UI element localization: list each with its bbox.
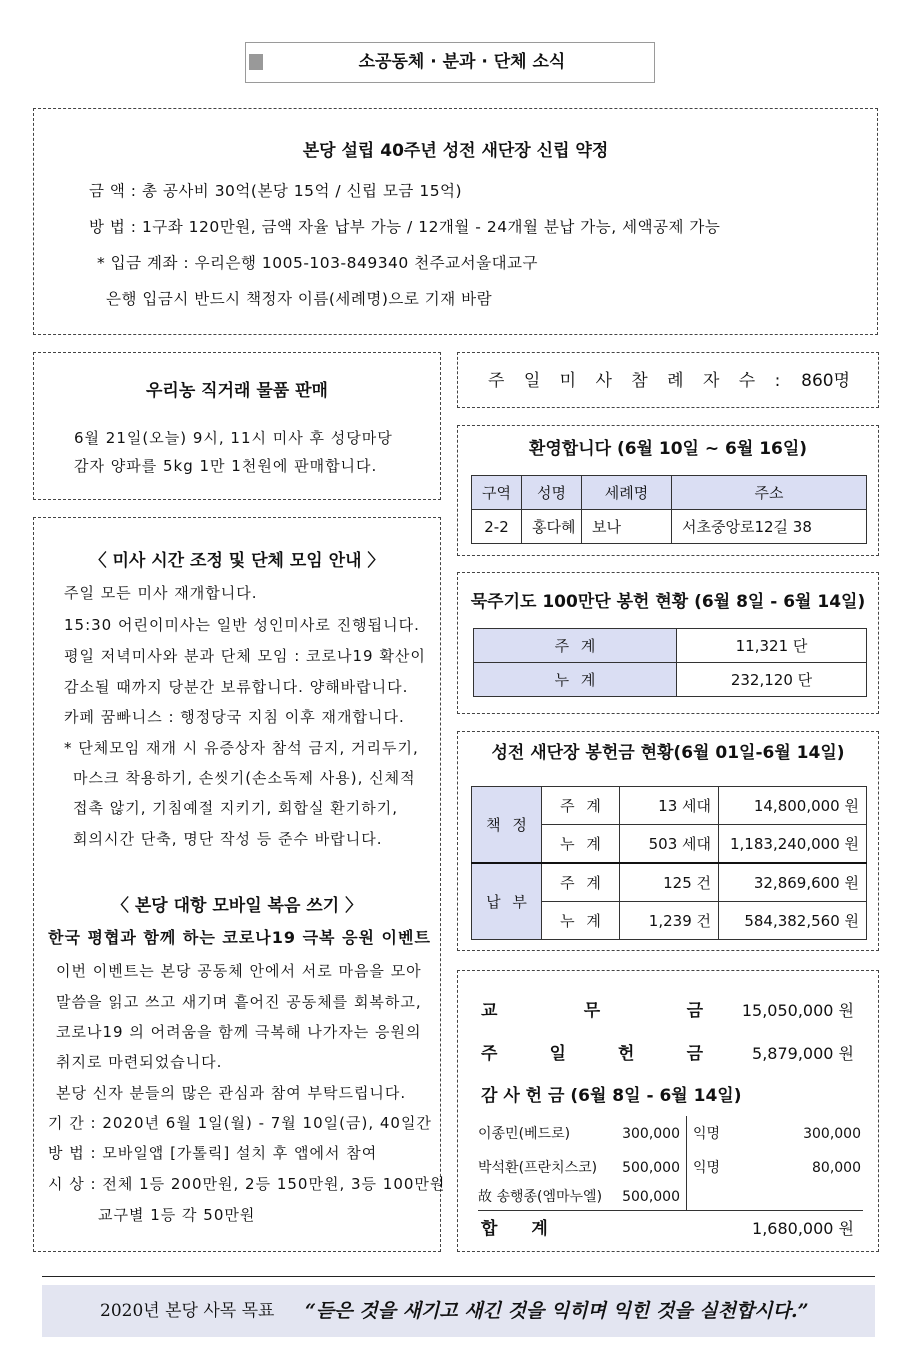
mobile-gospel-title: 〈 본당 대항 모바일 복음 쓰기 〉 (111, 896, 363, 916)
welcome-table (471, 475, 867, 544)
rosary-value: 232,120 단 (677, 663, 867, 697)
donor-amount: 300,000 (622, 1126, 680, 1142)
thanks-right-column (687, 1116, 863, 1210)
header-marker-icon (249, 54, 263, 70)
period-cell: 누 계 (542, 825, 620, 864)
pastoral-goal-label: 2020년 본당 사목 목표 (100, 1301, 275, 1321)
event-prizes-extra: 교구별 1등 각 50만원 (98, 1206, 256, 1224)
donor-row (687, 1123, 863, 1146)
rosary-label: 누 계 (474, 663, 677, 697)
event-line: 이번 이벤트는 본당 공동체 안에서 서로 마음을 모아 (56, 962, 422, 980)
sunday-offering-amount: 5,879,000 원 (752, 1044, 854, 1063)
mass-notice-line: 마스크 착용하기, 손씻기(손소독제 사용), 신체적 (73, 769, 416, 787)
section-header-title: 소공동체 · 분과 · 단체 소식 (358, 52, 566, 72)
event-line: 본당 신자 분들의 많은 관심과 참여 부탁드립니다. (56, 1084, 407, 1102)
period-cell: 주 계 (542, 863, 620, 902)
renovation-title: 성전 새단장 봉헌금 현황(6월 01일-6월 14일) (491, 743, 845, 763)
total-amount: 1,680,000 원 (752, 1219, 854, 1238)
rosary-table (473, 628, 867, 697)
column-header: 세례명 (582, 476, 672, 510)
thanks-left-column (478, 1116, 687, 1210)
donor-row (478, 1186, 686, 1209)
mass-notice-line: 평일 저녁미사와 분과 단체 모임 : 코로나19 확산이 (64, 647, 426, 665)
event-title: 한국 평협과 함께 하는 코로나19 극복 응원 이벤트 (48, 928, 431, 947)
pastoral-goal-banner (42, 1285, 875, 1337)
district-cell: 2-2 (472, 510, 522, 544)
event-period: 기 간 : 2020년 6월 1일(월) - 7월 10일(금), 40일간 (48, 1114, 432, 1132)
renovation-table (471, 786, 867, 940)
table-row (474, 629, 867, 663)
column-header: 주소 (672, 476, 867, 510)
donor-row (478, 1157, 686, 1180)
thanks-offering-table (478, 1116, 863, 1211)
event-line: 코로나19 의 어려움을 함께 극복해 나가자는 응원의 (56, 1023, 422, 1041)
pledge-account-line: * 입금 계좌 : 우리은행 1005-103-849340 천주교서울대교구 (97, 254, 538, 272)
donor-name: 익명 (693, 1126, 721, 1142)
pledge-note-line: 은행 입금시 반드시 책정자 이름(세례명)으로 기재 바람 (106, 290, 493, 308)
donor-name: 익명 (693, 1160, 721, 1176)
donor-row (687, 1157, 863, 1180)
table-row (472, 863, 867, 902)
amount-cell: 32,869,600 원 (719, 863, 867, 902)
renovation-box (457, 731, 879, 951)
rosary-title: 묵주기도 100만단 봉헌 현황 (6월 8일 - 6월 14일) (470, 592, 866, 612)
count-cell: 1,239 건 (620, 902, 719, 940)
mass-notice-line: 카페 꿈빠니스 : 행정당국 지침 이후 재개합니다. (64, 708, 405, 726)
attendance-box (457, 352, 879, 408)
pledge-amount-line: 금 액 : 총 공사비 30억(본당 15억 / 신립 모금 15억) (89, 182, 463, 200)
woorinong-line: 6월 21일(오늘) 9시, 11시 미사 후 성당마당 (74, 429, 393, 447)
woorinong-box (33, 352, 441, 500)
donor-amount: 80,000 (812, 1160, 861, 1176)
donor-name: 故 송행종(엠마누엘) (478, 1189, 603, 1205)
notice-box (33, 517, 446, 1252)
amount-cell: 584,382,560 원 (719, 902, 867, 940)
table-header-row (472, 476, 867, 510)
welcome-title: 환영합니다 (6월 10일 ~ 6월 16일) (528, 439, 808, 459)
offerings-box (457, 970, 879, 1252)
pastoral-goal-motto: “듣은 것을 새기고 새긴 것을 익히며 익힌 것을 실천합시다.” (305, 1300, 809, 1322)
mass-notice-line: 15:30 어린이미사는 일반 성인미사로 진행됩니다. (64, 616, 420, 634)
group-label: 책 정 (472, 787, 542, 864)
donor-amount: 500,000 (622, 1160, 680, 1176)
group-label: 납 부 (472, 863, 542, 940)
gyomu-amount: 15,050,000 원 (741, 1001, 854, 1020)
mass-notice-line: 접촉 않기, 기침예절 지키기, 회합실 환기하기, (73, 799, 398, 817)
woorinong-title: 우리농 직거래 물품 판매 (146, 381, 328, 401)
table-row (474, 663, 867, 697)
rosary-value: 11,321 단 (677, 629, 867, 663)
mass-notice-line: 회의시간 단축, 명단 작성 등 준수 바랍니다. (73, 830, 383, 848)
name-cell: 홍다혜 (522, 510, 582, 544)
amount-cell: 14,800,000 원 (719, 787, 867, 825)
period-cell: 누 계 (542, 902, 620, 940)
welcome-box (457, 425, 879, 556)
event-line: 말씀을 읽고 쓰고 새기며 흩어진 공동체를 회복하고, (56, 993, 422, 1011)
donor-row (478, 1123, 686, 1146)
thanks-offering-title: 감 사 헌 금 (6월 8일 - 6월 14일) (481, 1086, 742, 1106)
donor-name: 박석환(프란치스코) (478, 1160, 598, 1176)
count-cell: 13 세대 (620, 787, 719, 825)
rosary-label: 주 계 (474, 629, 677, 663)
address-cell: 서초중앙로12길 38 (672, 510, 867, 544)
sunday-offering-label: 주 일 헌 금 (481, 1044, 703, 1064)
mass-notice-title: 〈 미사 시간 조정 및 단체 모임 안내 〉 (89, 551, 385, 571)
mass-notice-line: * 단체모임 재개 시 유증상자 참석 금지, 거리두기, (64, 739, 419, 757)
pledge-method-line: 방 법 : 1구좌 120만원, 금액 자율 납부 가능 / 12개월 - 24개월 분납 가능, 세액공제 가능 (89, 218, 721, 236)
attendance-count: 860명 (801, 371, 850, 391)
count-cell: 503 세대 (620, 825, 719, 864)
column-header: 성명 (522, 476, 582, 510)
woorinong-line: 감자 양파를 5kg 1만 1천원에 판매합니다. (74, 457, 378, 475)
total-label: 합 계 (481, 1219, 558, 1239)
event-line: 취지로 마련되었습니다. (56, 1053, 223, 1071)
footer-divider (42, 1276, 875, 1277)
mass-notice-line: 감소될 때까지 당분간 보류합니다. 양해바랍니다. (64, 678, 409, 696)
donor-amount: 500,000 (622, 1189, 680, 1205)
amount-cell: 1,183,240,000 원 (719, 825, 867, 864)
attendance-label: 주 일 미 사 참 례 자 수 : (488, 371, 784, 391)
mass-notice-line: 주일 모든 미사 재개합니다. (64, 584, 258, 602)
table-row (472, 787, 867, 825)
pledge-title: 본당 설립 40주년 성전 새단장 신립 약정 (302, 141, 609, 161)
gyomu-label: 교 무 금 (481, 1001, 703, 1021)
event-method: 방 법 : 모바일앱 [가톨릭] 설치 후 앱에서 참여 (48, 1144, 378, 1162)
section-header (245, 42, 655, 83)
rosary-box (457, 572, 879, 714)
column-header: 구역 (472, 476, 522, 510)
period-cell: 주 계 (542, 787, 620, 825)
table-row (472, 510, 867, 544)
donor-amount: 300,000 (803, 1126, 861, 1142)
count-cell: 125 건 (620, 863, 719, 902)
pledge-box (33, 108, 878, 335)
donor-name: 이종민(베드로) (478, 1126, 571, 1142)
event-prizes: 시 상 : 전체 1등 200만원, 2등 150만원, 3등 100만원 (48, 1175, 446, 1193)
baptismal-name-cell: 보나 (582, 510, 672, 544)
